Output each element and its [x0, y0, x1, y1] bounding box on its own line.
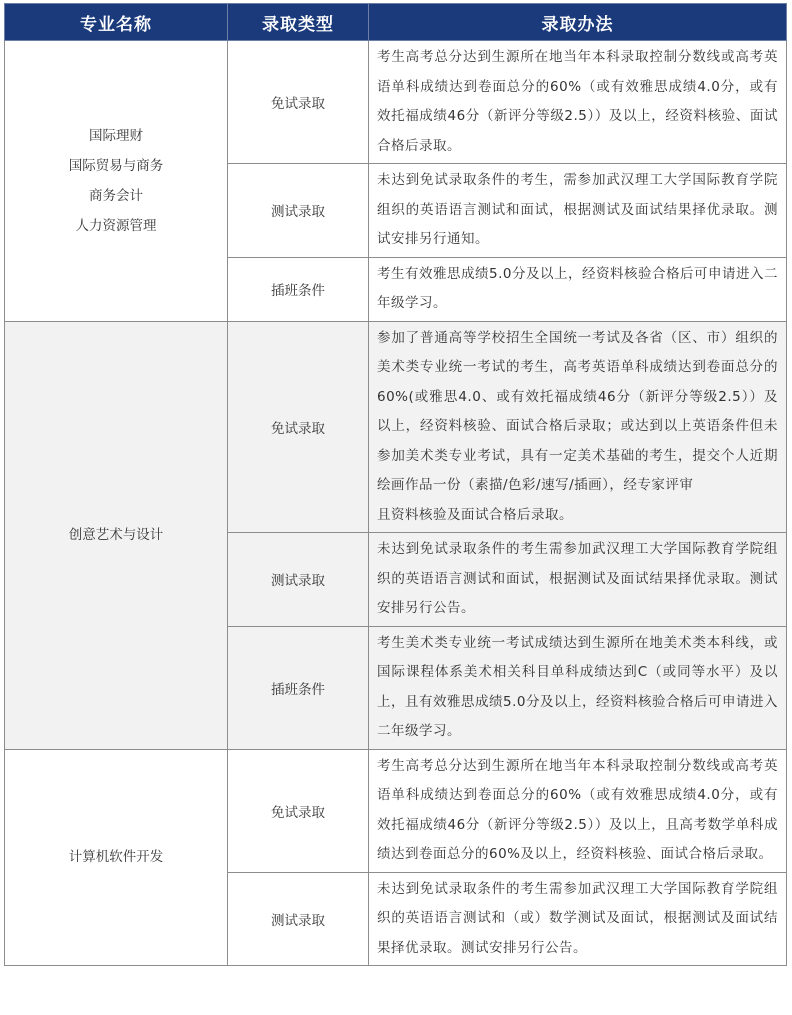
method-text: 参加了普通高等学校招生全国统一考试及各省（区、市）组织的美术类专业统一考试的考生，高考英语单科成绩达到卷面总分的60%(或雅思4.0、或有效托福成绩46分（新评分等级2.5））及以上，经资料核验、面试合格后录取；或达到以上英语条件但未参加美术类专业考试，具有一定美术基础的考生，提交个人近期绘画作品一份（素描/色彩/速写/插画），经专家评审 — [377, 329, 778, 493]
admission-table — [4, 3, 787, 966]
major-cell — [5, 749, 228, 966]
admission-method-cell: 考生高考总分达到生源所在地当年本科录取控制分数线或高考英语单科成绩达到卷面总分的60%（或有效雅思成绩4.0分，或有效托福成绩46分（新评分等级2.5））及以上，且高考数学单科成绩达到卷面总分的60%及以上，经资料核验、面试合格后录取。 — [369, 749, 787, 872]
table-row — [5, 749, 787, 872]
table-row — [5, 41, 787, 164]
header-method: 录取办法 — [369, 4, 787, 41]
admission-method-cell: 考生有效雅思成绩5.0分及以上，经资料核验合格后可申请进入二年级学习。 — [369, 257, 787, 321]
method-text: 且资料核验及面试合格后录取。 — [377, 506, 573, 523]
major-name: 国际理财 — [89, 127, 143, 144]
admission-type-cell: 测试录取 — [228, 872, 369, 966]
admission-type-cell: 测试录取 — [228, 533, 369, 627]
admission-method-cell: 未达到免试录取条件的考生，需参加武汉理工大学国际教育学院组织的英语语言测试和面试，根据测试及面试结果择优录取。测试安排另行通知。 — [369, 164, 787, 258]
admission-method-cell: 未达到免试录取条件的考生需参加武汉理工大学国际教育学院组织的英语语言测试和面试，根据测试及面试结果择优录取。测试安排另行公告。 — [369, 533, 787, 627]
major-cell — [5, 321, 228, 749]
admission-type-cell: 免试录取 — [228, 749, 369, 872]
header-major: 专业名称 — [5, 4, 228, 41]
admission-type-cell: 插班条件 — [228, 257, 369, 321]
major-name: 创意艺术与设计 — [68, 527, 164, 543]
major-name: 人力资源管理 — [75, 217, 157, 234]
admission-type-cell: 免试录取 — [228, 321, 369, 533]
admission-type-cell: 免试录取 — [228, 41, 369, 164]
major-cell — [5, 41, 228, 322]
header-type: 录取类型 — [228, 4, 369, 41]
table-row — [5, 321, 787, 533]
major-name: 国际贸易与商务 — [68, 157, 164, 174]
admission-type-cell: 插班条件 — [228, 626, 369, 749]
admission-type-cell: 测试录取 — [228, 164, 369, 258]
major-name: 商务会计 — [89, 187, 143, 204]
admission-method-cell: 未达到免试录取条件的考生需参加武汉理工大学国际教育学院组织的英语语言测试和（或）数学测试及面试，根据测试及面试结果择优录取。测试安排另行公告。 — [369, 872, 787, 966]
table-header-row — [5, 4, 787, 41]
admission-method-cell: 考生美术类专业统一考试成绩达到生源所在地美术类本科线，或国际课程体系美术相关科目单科成绩达到C（或同等水平）及以上，且有效雅思成绩5.0分及以上，经资料核验合格后可申请进入二年级学习。 — [369, 626, 787, 749]
admission-method-cell: 考生高考总分达到生源所在地当年本科录取控制分数线或高考英语单科成绩达到卷面总分的60%（或有效雅思成绩4.0分，或有效托福成绩46分（新评分等级2.5））及以上，经资料核验、面试合格后录取。 — [369, 41, 787, 164]
major-name: 计算机软件开发 — [68, 849, 164, 866]
admission-method-cell — [369, 321, 787, 533]
